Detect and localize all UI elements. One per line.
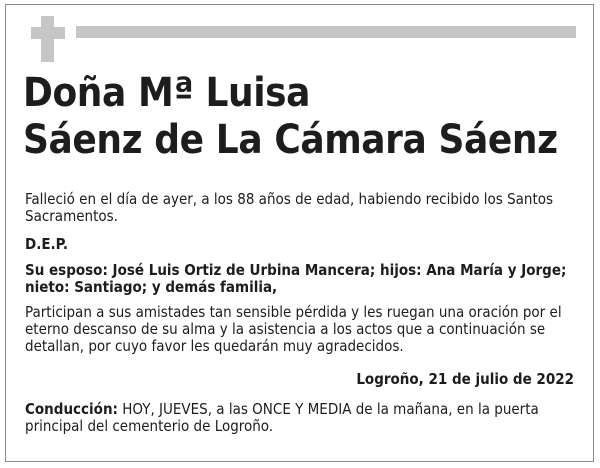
place-date: Logroño, 21 de julio de 2022 bbox=[356, 370, 574, 388]
thanks-text: Participan a sus amistades tan sensible pérdida y les ruegan una oración por el eterno descanso de su alma y la asistencia a los actos que a continuación se detallan, por cuyo favor les quedarán muy agradecidos. bbox=[25, 303, 562, 355]
conduction-text bbox=[25, 401, 577, 435]
announcement-text: Falleció en el día de ayer, a los 88 años de edad, habiendo recibido los Santos Sacramentos. bbox=[25, 190, 554, 225]
conduction-label: Conducción: bbox=[25, 400, 118, 418]
deceased-name bbox=[23, 70, 583, 164]
header-rule bbox=[76, 26, 576, 38]
family-text: Su esposo: José Luis Ortiz de Urbina Mancera; hijos: Ana María y Jorge; nieto: Santiago; y demás familia, bbox=[25, 261, 567, 296]
cross-icon bbox=[31, 16, 65, 62]
dep-text: D.E.P. bbox=[25, 235, 68, 253]
name-line-1: Doña Mª Luisa bbox=[23, 70, 311, 116]
name-line-2: Sáenz de La Cámara Sáenz bbox=[23, 117, 558, 163]
conduction-details: HOY, JUEVES, a las ONCE Y MEDIA de la mañana, en la puerta principal del cementerio de Logroño. bbox=[25, 400, 539, 435]
